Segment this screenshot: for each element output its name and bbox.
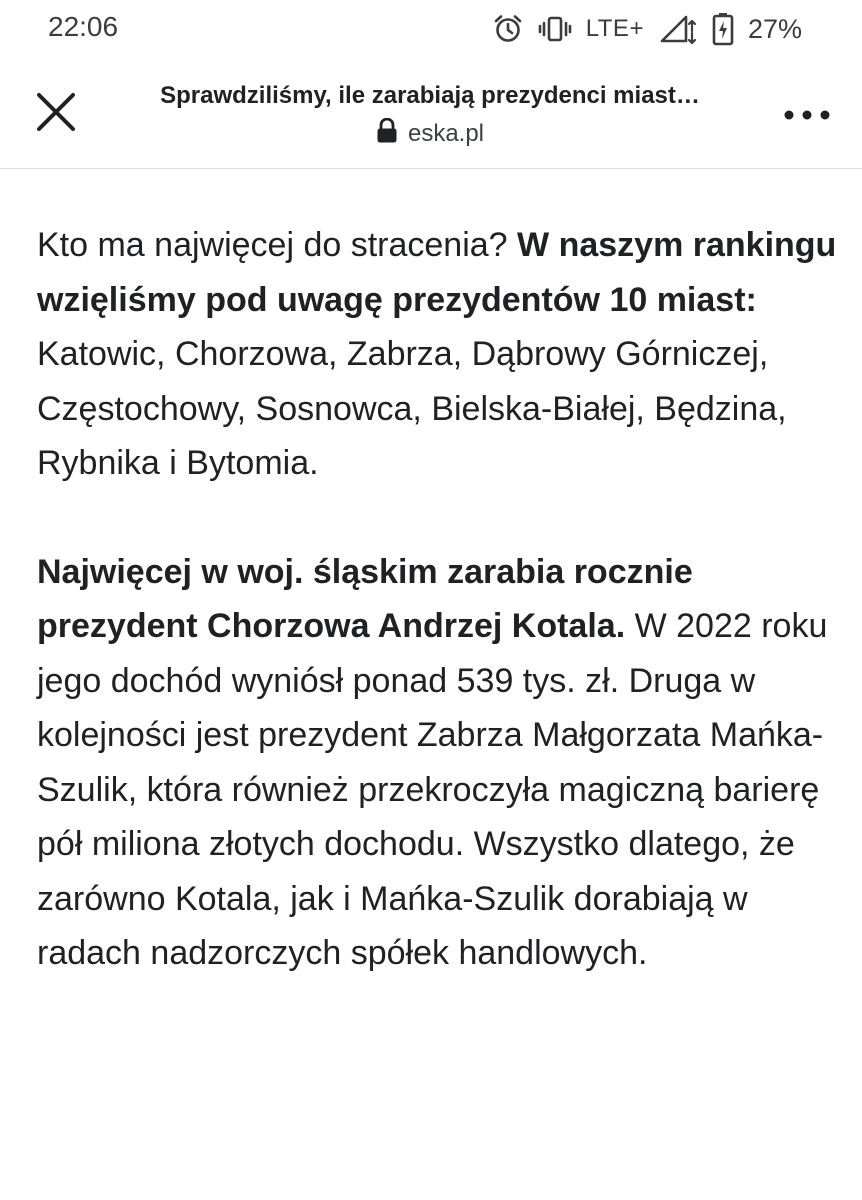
battery-percent: 27% (747, 13, 802, 44)
battery-charging-icon (712, 12, 734, 46)
p1-bold: W naszym rankingu wzięliśmy pod uwagę prezydentów 10 miast: (37, 226, 837, 319)
domain-text: eska.pl (407, 119, 485, 147)
title-block (110, 80, 750, 149)
domain-row[interactable] (110, 118, 750, 149)
more-options-button[interactable] (782, 92, 832, 142)
close-button[interactable] (30, 88, 82, 140)
p2-bold: Najwięcej w woj. śląskim zarabia rocznie prezydent Chorzowa Andrzej Kotala. (37, 552, 693, 645)
article-body (37, 218, 837, 981)
status-time: 22:06 (48, 11, 119, 42)
p2-body: W 2022 roku jego dochód wyniósł ponad 539 tys. zł. Druga w kolejności jest prezydent Zabrza Małgorzata Mańka-Szulik, która również przekroczyła magiczną barierę pół miliona złotych dochodu. Wszystko dlatego, że zarówno Kotala, jak i Mańka-Szulik dorabiają w radach nadzorczych spółek handlowych. (37, 607, 828, 972)
status-icons (492, 10, 802, 48)
network-label: LTE+ (585, 15, 644, 42)
paragraph-2 (37, 545, 837, 981)
signal-icon (658, 13, 698, 45)
alarm-icon (492, 13, 524, 45)
lock-icon (376, 118, 398, 149)
paragraph-1 (37, 218, 837, 491)
vibrate-icon (538, 13, 572, 45)
page-title: Sprawdziliśmy, ile zarabiają prezydenci miast… (160, 82, 700, 109)
more-vert-icon (783, 108, 831, 126)
p1-intro: Kto ma najwięcej do stracenia? (37, 226, 518, 264)
browser-toolbar (0, 58, 862, 169)
status-bar (0, 0, 862, 58)
close-icon (35, 91, 77, 138)
p1-cities: Katowic, Chorzowa, Zabrza, Dąbrowy Górniczej, Częstochowy, Sosnowca, Bielska-Białej, Będzina, Rybnika i Bytomia. (37, 335, 787, 482)
